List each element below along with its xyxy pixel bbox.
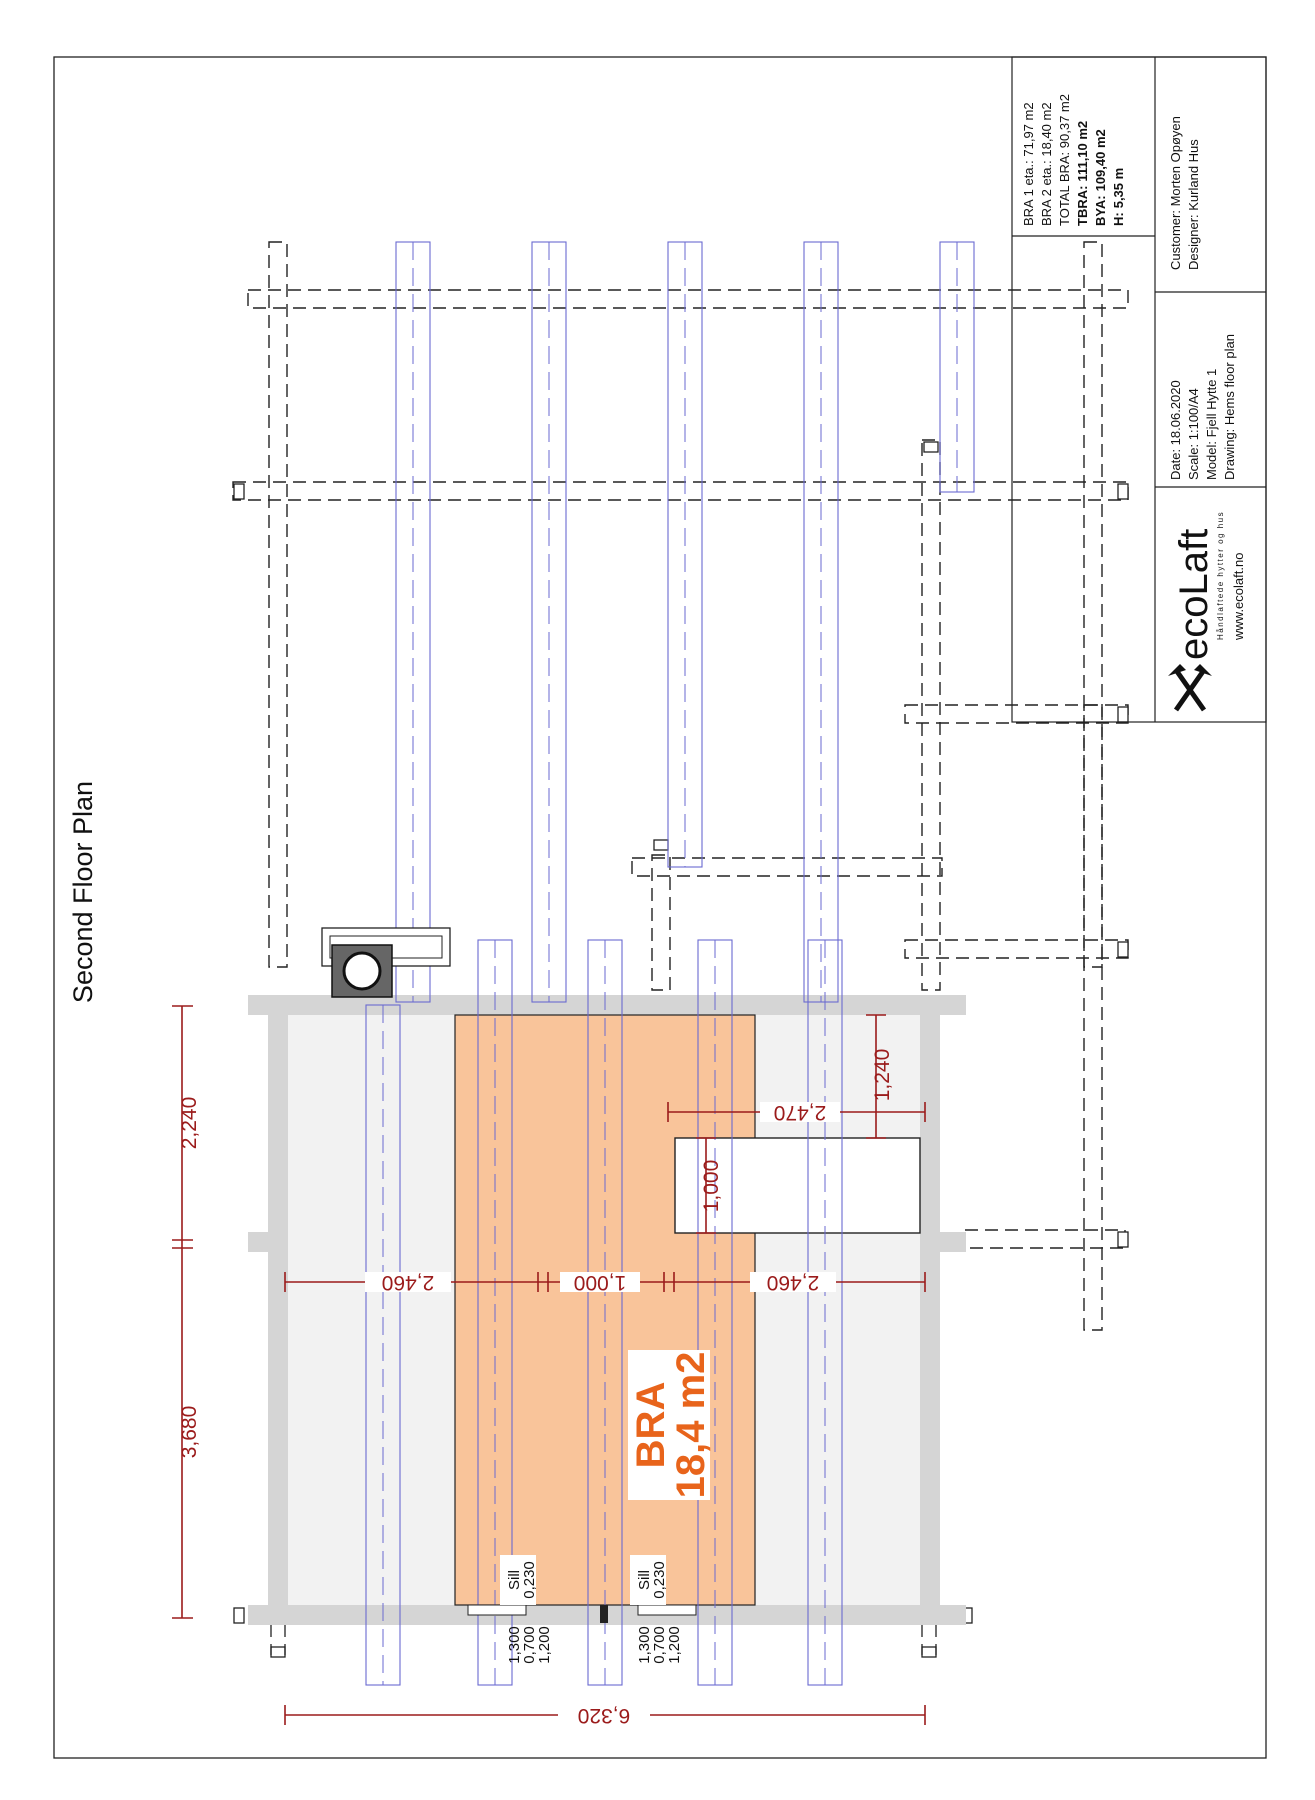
bra-value: 18,4 m2 bbox=[669, 1351, 713, 1499]
logo-wordmark: ecoLaft bbox=[1172, 528, 1216, 660]
sill-label: Sill bbox=[506, 1569, 523, 1591]
customer-line: Customer: Morten Opøyen bbox=[1168, 116, 1183, 270]
window-dim-1: 1,300 bbox=[636, 1626, 653, 1664]
wall-left-cap bbox=[248, 995, 268, 1015]
crossed-axes-icon bbox=[1168, 664, 1212, 710]
bya-line: BYA:109,40 m2 bbox=[1093, 129, 1108, 226]
chimney bbox=[322, 928, 450, 997]
logo-url: www.ecolaft.no bbox=[1231, 552, 1246, 640]
sill-value: 0,230 bbox=[521, 1561, 538, 1599]
bra-label: BRA bbox=[629, 1381, 673, 1469]
designer-line: Designer: Kurland Hus bbox=[1186, 139, 1201, 270]
sill-label: Sill bbox=[636, 1569, 653, 1591]
window-divider bbox=[600, 1605, 608, 1623]
lower-dashed-posts bbox=[271, 1625, 936, 1655]
dim-roof-right: 2,460 bbox=[766, 1271, 820, 1294]
window-dim-3: 1,200 bbox=[666, 1626, 683, 1664]
drawing-title: Second Floor Plan bbox=[68, 780, 98, 1004]
logo-tagline: Håndlaftede hytter og hus bbox=[1216, 510, 1225, 640]
dim-roof-left: 2,460 bbox=[381, 1271, 435, 1294]
total-bra-line: TOTAL BRA: 90,37 m2 bbox=[1057, 94, 1072, 226]
window-dim-2: 0,700 bbox=[651, 1626, 668, 1664]
dim-seg-b: 2,240 bbox=[178, 1096, 201, 1150]
window-dim-2: 0,700 bbox=[521, 1626, 538, 1664]
window-dim-1: 1,300 bbox=[506, 1626, 523, 1664]
bra2-line: BRA 2 eta.: 18,40 m2 bbox=[1039, 102, 1054, 226]
dim-stair-off: 1,240 bbox=[871, 1048, 894, 1102]
date-line: Date: 18.06.2020 bbox=[1168, 380, 1183, 480]
dim-stair-wid: 1,000 bbox=[700, 1159, 723, 1213]
area-info bbox=[1021, 94, 1126, 226]
scale-line: Scale: 1:100/A4 bbox=[1186, 388, 1201, 480]
model-line: Model: Fjell Hytte 1 bbox=[1204, 368, 1219, 480]
dim-total-width: 6,320 bbox=[577, 1704, 631, 1727]
sill-value: 0,230 bbox=[651, 1561, 668, 1599]
window-dim-3: 1,200 bbox=[536, 1626, 553, 1664]
dim-seg-a: 3,680 bbox=[178, 1405, 201, 1459]
bra1-line: BRA 1 eta.: 71,97 m2 bbox=[1021, 102, 1036, 226]
tbra-line: TBRA:111,10 m2 bbox=[1075, 120, 1090, 226]
drawing-line: Drawing: Hems floor plan bbox=[1222, 334, 1237, 480]
dim-roof-mid: 1,000 bbox=[573, 1271, 627, 1294]
height-line: H:5,35 m bbox=[1111, 167, 1126, 226]
dim-stair-len: 2,470 bbox=[773, 1101, 827, 1124]
